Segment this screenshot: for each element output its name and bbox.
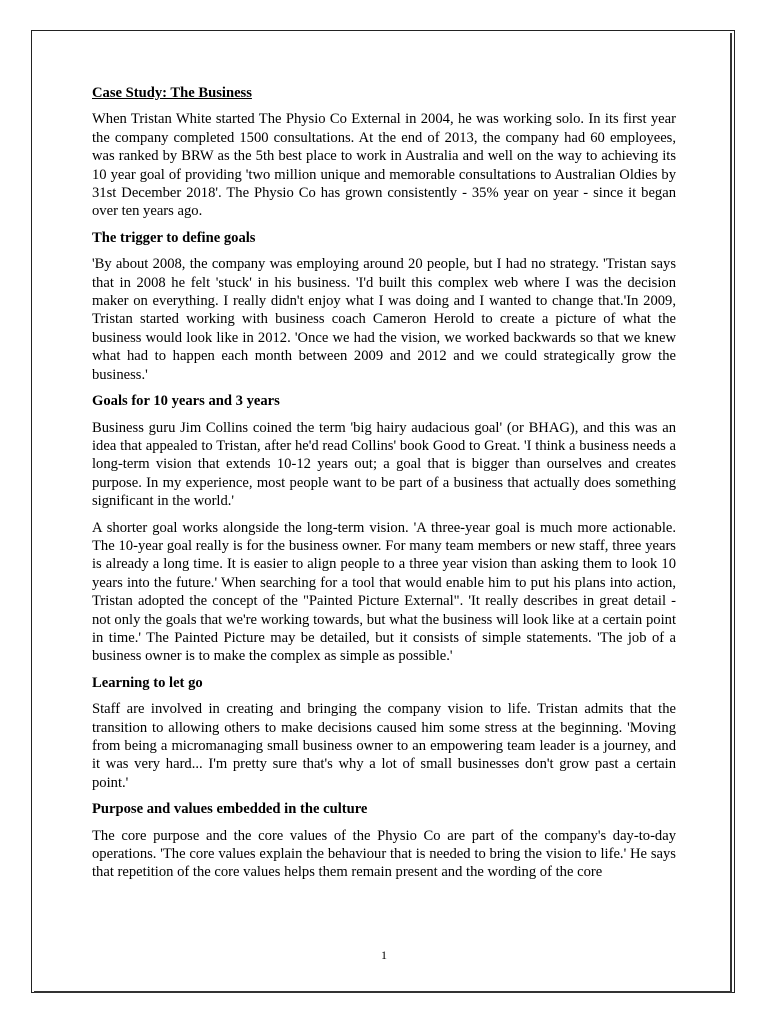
- document-body: [92, 84, 676, 890]
- section-heading-trigger: The trigger to define goals: [92, 229, 256, 246]
- page-number: 1: [381, 948, 387, 962]
- purpose-paragraph: The core purpose and the core values of the Physio Co are part of the company's day-to-day operations. 'The core values explain the behaviour that is needed to bring the vision to life.' He says that repetition of the core values helps them remain present and the wording of the core: [92, 827, 676, 881]
- goals-paragraph-2: A shorter goal works alongside the long-term vision. 'A three-year goal is much more actionable. The 10-year goal really is for the business owner. For many team members or new staff, three years is already a long time. It is easier to align people to a three year vision than asking them to look 10 years into the future.' When searching for a tool that would enable him to put his plans into action, Tristan adopted the concept of the "Painted Picture External". 'It really describes in great detail - not only the goals that we're working towards, but what the business will look like at a certain point in time.' The Painted Picture may be detailed, but it consists of simple statements. 'The job of a business owner is to make the complex as simple as possible.': [92, 519, 676, 665]
- intro-paragraph: When Tristan White started The Physio Co External in 2004, he was working solo. In its first year the company completed 1500 consultations. At the end of 2013, the company had 60 employees, was ranked by BRW as the 5th best place to work in Australia and well on the way to achieving its 10 year goal of providing 'two million unique and memorable consultations to Australian Oldies by 31st December 2018'. The Physio Co has grown consistently - 35% year on year - since it began over ten years ago.: [92, 111, 676, 220]
- section-heading-purpose: Purpose and values embedded in the culture: [92, 801, 368, 818]
- section-heading-goals: Goals for 10 years and 3 years: [92, 393, 280, 410]
- section-heading-let-go: Learning to let go: [92, 674, 203, 691]
- goals-paragraph-1: Business guru Jim Collins coined the term 'big hairy audacious goal' (or BHAG), and this was an idea that appealed to Tristan, after he'd read Collins' book Good to Great. 'I think a business needs a long-term vision that extends 10-12 years out; a goal that is bigger than ourselves and creates purpose. In my experience, most people want to be part of a business that actually does something significant in the world.': [92, 419, 676, 510]
- trigger-paragraph: 'By about 2008, the company was employing around 20 people, but I had no strategy. 'Tristan says that in 2008 he felt 'stuck' in his business. 'I'd built this complex web where I was the decision maker on everything. I really didn't enjoy what I was doing and I wanted to change that.'In 2009, Tristan started working with business coach Cameron Herold to create a picture of what the business would look like in 2012. 'Once we had the vision, we worked backwards so that we knew what had to happen each month between 2009 and 2012 and we could strategically grow the business.': [92, 256, 676, 383]
- document-title: Case Study: The Business: [92, 85, 252, 101]
- let-go-paragraph: Staff are involved in creating and bringing the company vision to life. Tristan admits that the transition to allowing others to make decisions caused him some stress at the beginning. 'Moving from being a micromanaging small business owner to an empowering team leader is a journey, and it was very hard... I'm pretty sure that's why a lot of small businesses don't grow past a certain point.': [92, 701, 676, 791]
